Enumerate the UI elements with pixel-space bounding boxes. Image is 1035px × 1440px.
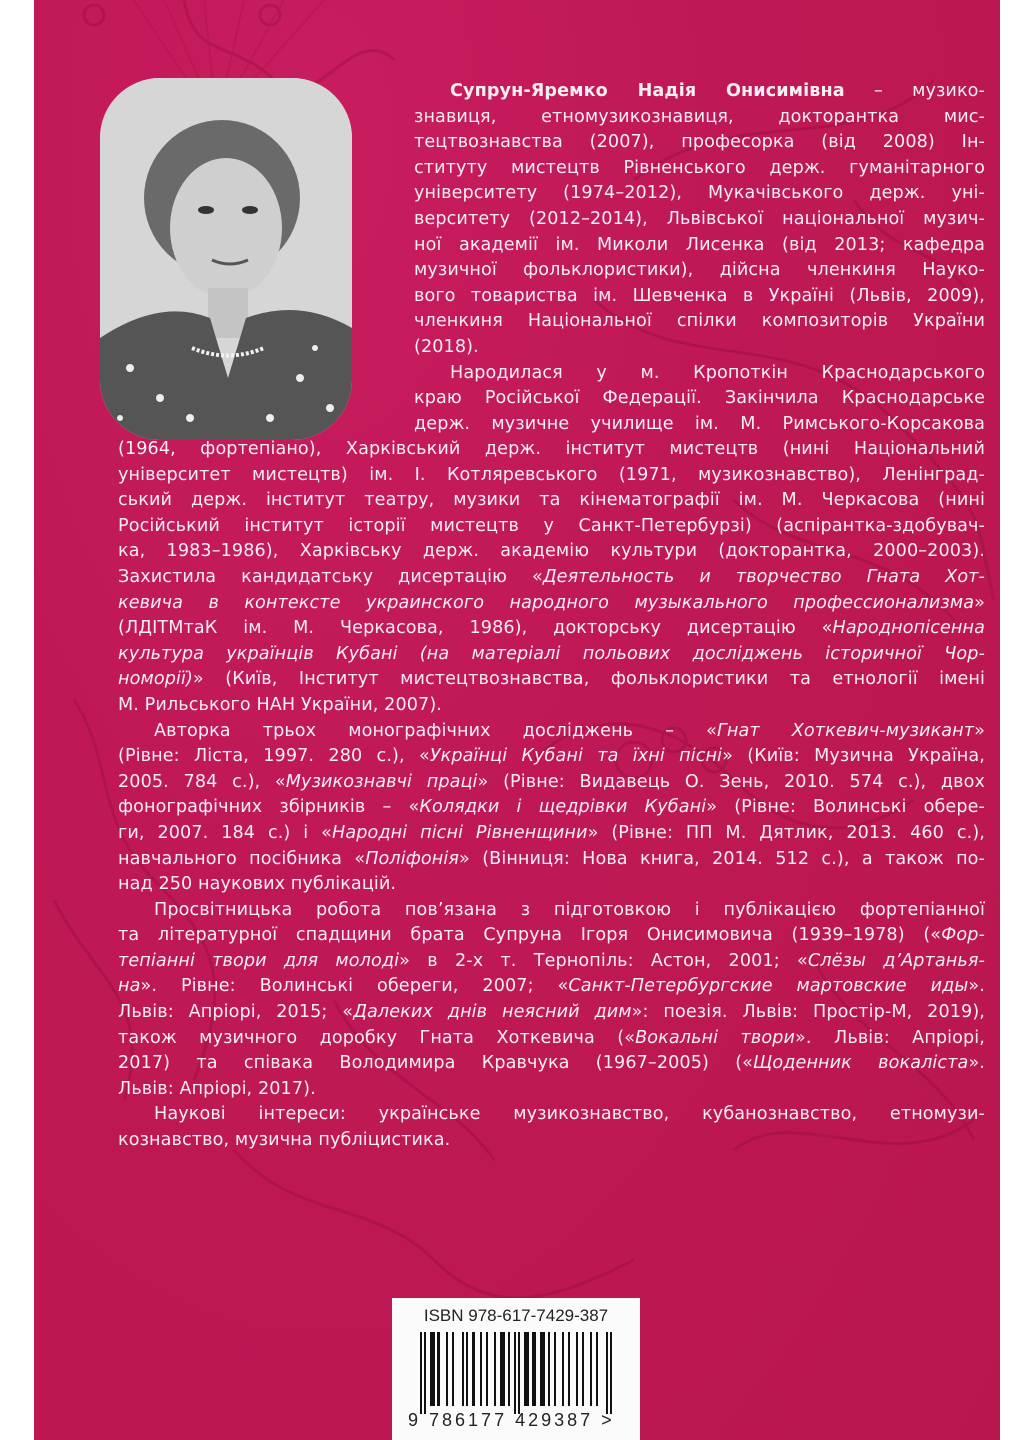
bio-text-line: (2018).: [414, 336, 479, 357]
bio-text-line: тецтвознавства (2007), професорка (від 2008) Ін-: [414, 132, 985, 153]
bio-text-line: Супрун-Яремко Надія Онисимівна – музико-: [450, 81, 985, 101]
bio-text-line: 2017) та співака Володимира Кравчука (1967–2005) («Щоденник вокаліста».: [118, 1053, 985, 1074]
bio-text-line: Захистила кандидатську дисертацію «Деятельность и творчество Гната Хот-: [118, 566, 985, 587]
bio-text-line: Наукові інтереси: українське музикознавство, кубанознавство, етномузи-: [154, 1104, 985, 1125]
bio-text-line: над 250 наукових публікацій.: [118, 874, 397, 895]
bio-text-line: (ЛДІТМтаК ім. М. Черкасова, 1986), докторську дисертацію «Народнопісенна: [118, 618, 985, 639]
bio-text-line: ги, 2007. 184 с.) і «Народні пісні Рівненщини» (Рівне: ПП М. Дятлик, 2013. 460 с.),: [118, 822, 985, 843]
bio-text-line: верситету (2012–2014), Львівської національної музич-: [414, 208, 985, 229]
bio-text-line: вого товариства ім. Шевченка в Україні (Львів, 2009),: [414, 285, 985, 306]
bio-text-line: музичної фольклористики), дійсна членкиня Науко-: [414, 260, 985, 281]
bio-text-line: фонографічних збірників – «Колядки і щедрівки Кубані» (Рівне: Волинські обере-: [118, 797, 986, 818]
book-back-cover: [34, 0, 1000, 1440]
bio-text-line: краю Російської Федерації. Закінчила Краснодарське: [414, 388, 985, 409]
bio-text-line: знавиця, етномузикознавиця, докторантка мис-: [414, 106, 985, 127]
bio-text-line: Російський інститут історії мистецтв у Санкт-Петербурзі) (аспірантка-здобувач-: [118, 515, 985, 536]
bio-text-line: 2005. 784 с.), «Музикознавчі праці» (Рівне: Видавець О. Зень, 2010. 574 с.), двох: [118, 771, 985, 792]
portrait-icon: [100, 78, 352, 440]
bio-text-line: номорії)» (Київ, Інститут мистецтвознавства, фольклористики та етнології імені: [118, 669, 985, 690]
bio-text-line: ський держ. інститут театру, музики та кінематографії ім. М. Черкасова (нині: [118, 490, 985, 511]
bio-text-line: Народилася у м. Кропоткін Краснодарського: [450, 362, 985, 383]
bio-text-line: кознавство, музична публіцистика.: [118, 1130, 451, 1151]
bio-text-line: (Рівне: Ліста, 1997. 280 с.), «Українці Кубані та їхні пісні» (Київ: Музична Україна,: [118, 746, 985, 767]
bio-text-line: (1964, фортепіано), Харківський держ. інститут мистецтв (нині Національний: [118, 439, 985, 459]
bio-text-line: навчального посібника «Поліфонія» (Вінниця: Нова книга, 2014. 512 с.), а також по-: [118, 848, 985, 869]
bio-text-line: ституту мистецтв Рівненського держ. гуманітарного: [414, 157, 985, 178]
bio-text-line: тепіанні твори для молоді» в 2-х т. Тернопіль: Астон, 2001; «Слёзы д’Артанья-: [118, 950, 985, 971]
bio-text-line: Львів: Апріорі, 2017).: [118, 1078, 316, 1099]
bio-full-width-text: [118, 437, 985, 1154]
author-portrait-photo: [100, 78, 352, 440]
bio-text-line: кевича в контексте украинского народного музыкального профессионализма»: [118, 592, 985, 613]
bio-text-line: Авторка трьох монографічних досліджень – «Гнат Хоткевич-музикант»: [154, 720, 986, 741]
bio-text-line: культура українців Кубані (на матеріалі польових досліджень історичної Чор-: [118, 643, 985, 664]
bio-text-line: університет мистецтв) ім. І. Котляревського (1971, музикознавство), Ленінград-: [118, 464, 985, 485]
bio-text-line: Львів: Апріорі, 2015; «Далеких днів неясний дим»: поезія. Львів: Простір-М, 2019),: [118, 1002, 985, 1023]
bio-text-line: держ. музичне училище ім. М. Римського-Корсакова: [414, 413, 985, 434]
bio-text-line: та літературної спадщини брата Супруна Ігоря Онисимовича (1939–1978) («Фор-: [118, 925, 985, 946]
bio-text-line: на». Рівне: Волинські обереги, 2007; «Санкт-Петербургские мартовские иды».: [118, 976, 985, 997]
bio-text-line: ка, 1983–1986), Харківську держ. академію культури (докторантка, 2000–2003).: [118, 541, 985, 562]
bio-text-line: також музичного доробку Гната Хоткевича («Вокальні твори». Львів: Апріорі,: [118, 1027, 985, 1048]
author-name: Супрун-Яремко Надія Онисимівна: [450, 81, 845, 101]
isbn-label: ISBN 978-617-7429-387: [423, 1306, 609, 1325]
isbn-barcode: [392, 1298, 640, 1440]
bio-text-line: М. Рильського НАН України, 2007).: [118, 694, 442, 715]
bio-text-line: університету (1974–2012), Мукачівського держ. уні-: [414, 183, 985, 204]
bio-text-line: Просвітницька робота пов’язана з підготовкою і публікацією фортепіанної: [154, 899, 985, 920]
bio-text-line: членкиня Національної спілки композиторів України: [414, 311, 985, 332]
bio-right-column: [414, 79, 985, 437]
barcode-icon: [420, 1332, 616, 1414]
barcode-digits: 9 786177 429387 >: [408, 1410, 615, 1430]
bio-text-line: ної академії ім. Миколи Лисенка (від 2013; кафедра: [414, 234, 985, 255]
